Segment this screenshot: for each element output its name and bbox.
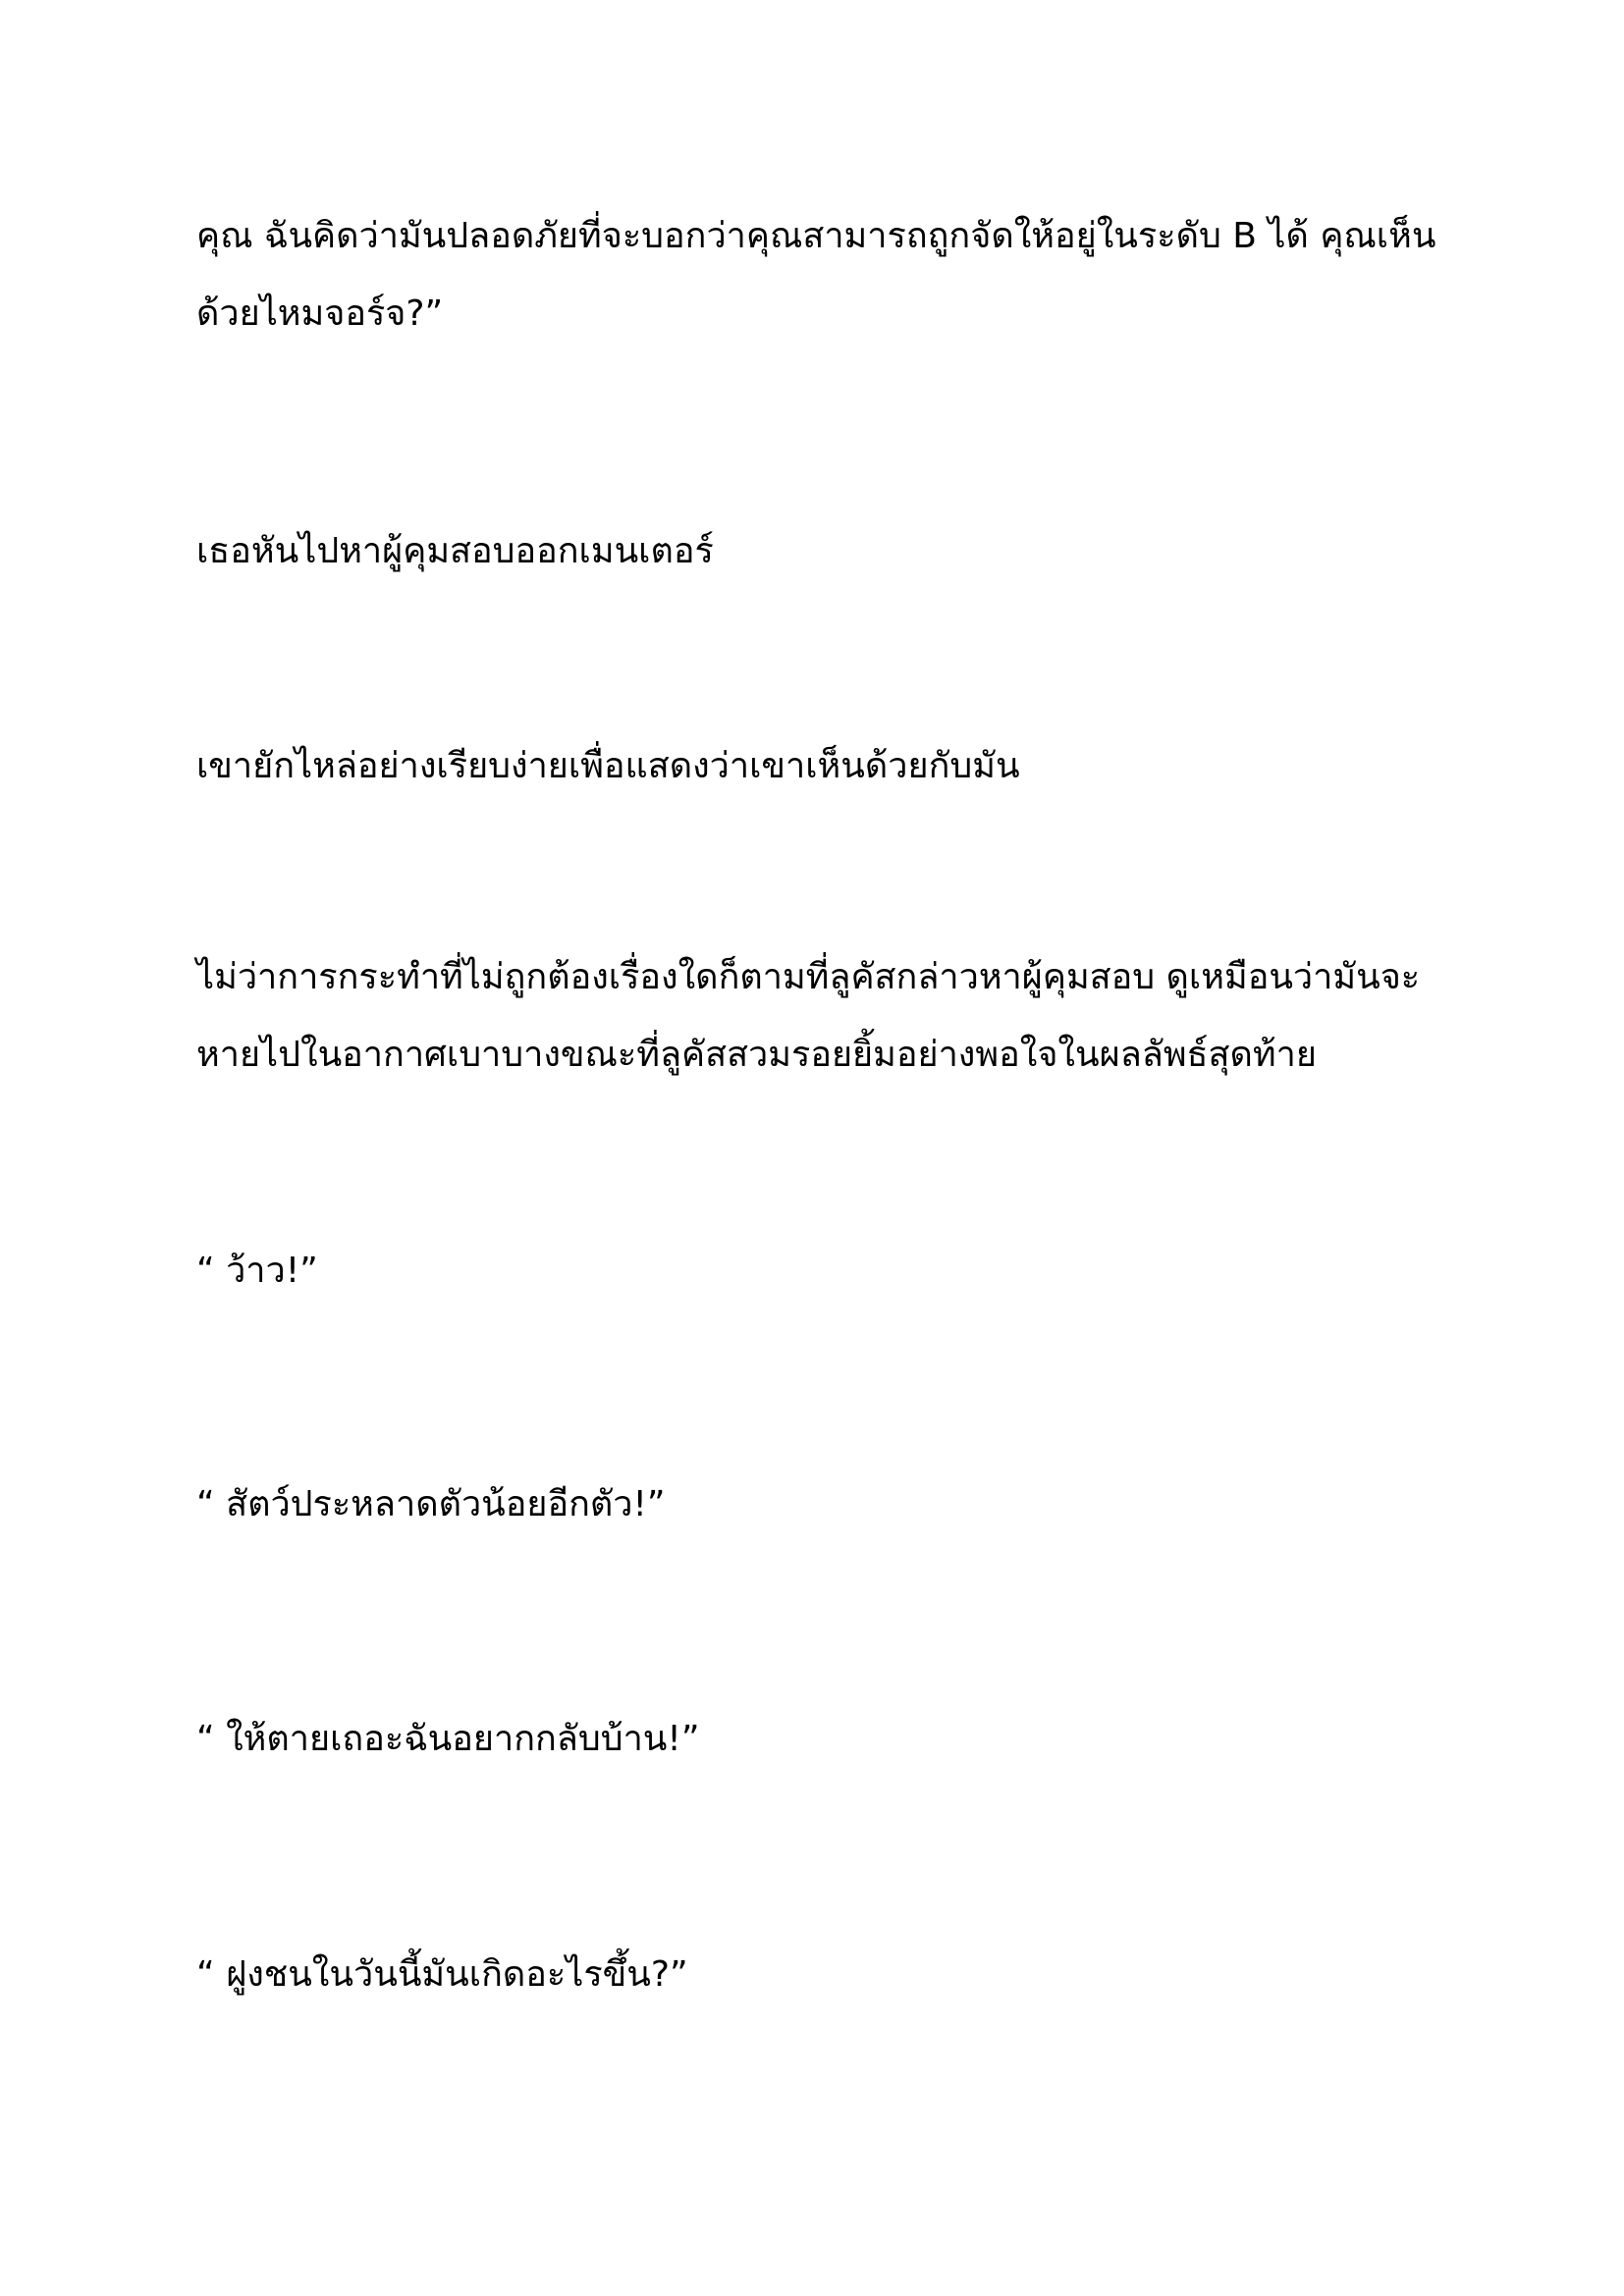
paragraph-narration	[196, 512, 1463, 590]
paragraph-dialogue	[196, 1936, 1463, 2013]
paragraph-line: คุณ ฉันคิดว่ามันปลอดภัยที่จะบอกว่าคุณสามารถถูกจัดให้อยู่ในระดับ B ได้ คุณเห็น	[196, 216, 1436, 256]
paragraph-line: ไม่ว่าการกระทำที่ไม่ถูกต้องเรื่องใดก็ตามที่ลูคัสกล่าวหาผู้คุมสอบ ดูเหมือนว่ามันจะ	[196, 957, 1421, 997]
paragraph-dialogue	[196, 1700, 1463, 1778]
paragraph-narration	[196, 938, 1463, 1094]
paragraph-line: “ สัตว์ประหลาดตัวน้อยอีกตัว!”	[196, 1484, 666, 1524]
paragraph-line: “ ว้าว!”	[196, 1251, 318, 1291]
paragraph-line: ด้วยไหมจอร์จ?”	[196, 294, 444, 334]
paragraph-line: “ ให้ตายเถอะฉันอยากกลับบ้าน!”	[196, 1719, 700, 1759]
paragraph-dialogue	[196, 1232, 1463, 1309]
paragraph-dialogue	[196, 1466, 1463, 1543]
paragraph-narration	[196, 727, 1463, 805]
paragraph-line: หายไปในอากาศเบาบางขณะที่ลูคัสสวมรอยยิ้มอย่างพอใจในผลลัพธ์สุดท้าย	[196, 1035, 1317, 1075]
paragraph-line: เขายักไหล่อย่างเรียบง่ายเพื่อแสดงว่าเขาเห็นด้วยกับมัน	[196, 746, 1020, 786]
paragraph-continued-dialogue	[196, 197, 1463, 352]
paragraph-line: “ ฝูงชนในวันนี้มันเกิดอะไรขึ้น?”	[196, 1954, 688, 1995]
paragraph-line: เธอหันไปหาผู้คุมสอบออกเมนเตอร์	[196, 531, 714, 571]
